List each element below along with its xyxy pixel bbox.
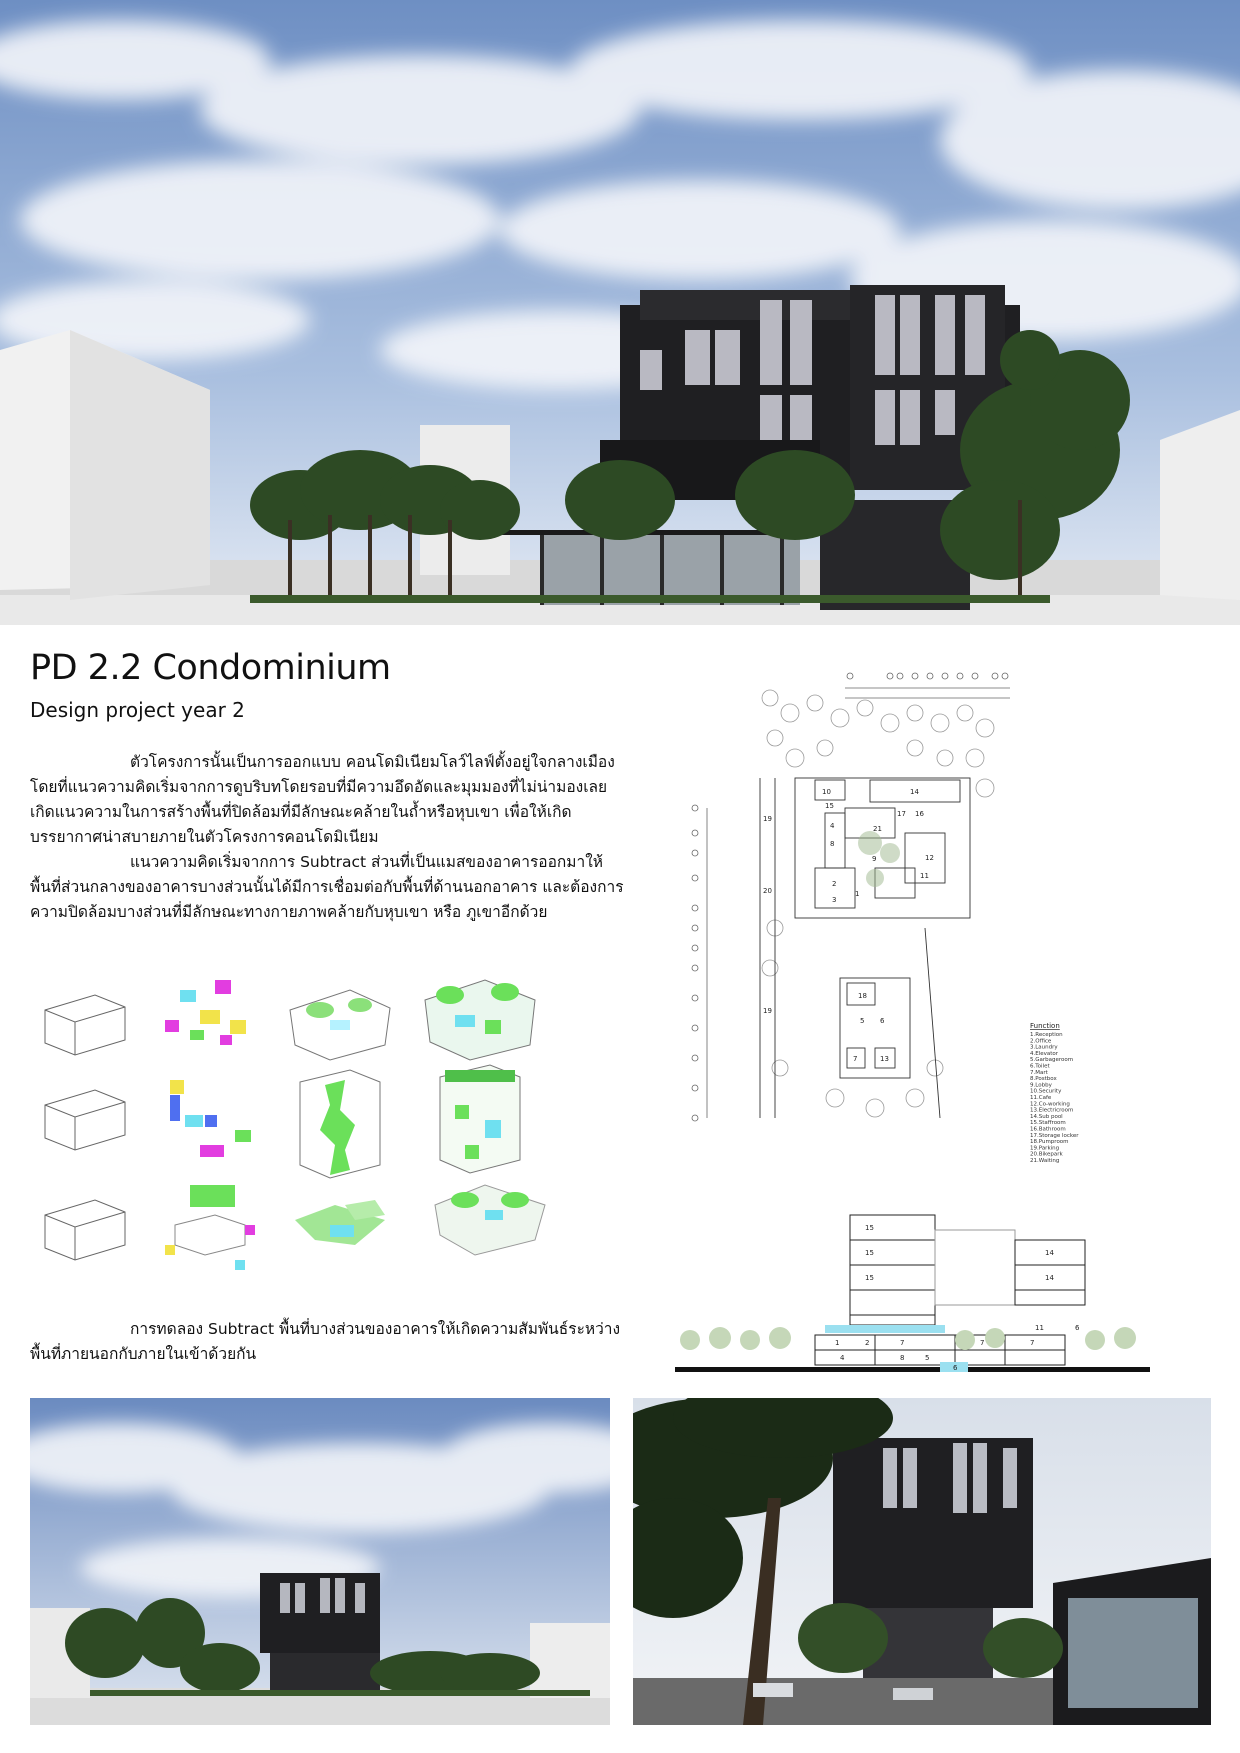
room-label: 11: [1035, 1324, 1044, 1332]
room-label: 1: [835, 1339, 840, 1347]
exploded-volumes-diagram: [165, 980, 246, 1045]
legend-item: 16.Bathroom: [1030, 1126, 1066, 1133]
legend-item: 15.Staffroom: [1030, 1120, 1066, 1127]
room-label: 7: [1030, 1339, 1035, 1347]
grid-axis-top: [845, 673, 1010, 698]
legend-item: 3.Laundry: [1030, 1044, 1058, 1051]
grid-axis-left: [692, 805, 707, 1121]
function-legend: [1030, 1022, 1079, 1164]
courtyard-planting: [858, 831, 900, 887]
room-label: 3: [832, 896, 837, 904]
room-label: 6: [953, 1364, 958, 1372]
page-subtitle: Design project year 2: [30, 698, 245, 722]
room-label: 20: [763, 887, 772, 895]
diagram-row-1: [45, 980, 535, 1060]
room-label: 19: [763, 815, 772, 823]
exploded-volumes-diagram: [165, 1185, 255, 1270]
legend-item: 8.Postbox: [1030, 1076, 1057, 1083]
ground-line: [675, 1367, 1150, 1372]
legend-item: 18.Pumproom: [1030, 1139, 1069, 1146]
room-label: 4: [830, 822, 835, 830]
experiment-paragraph: การทดลอง Subtract พื้นที่บางส่วนของอาคารให้เกิดความสัมพันธ์ระหว่างพื้นที่ภายนอกกับภายในเข้าด้วยกัน: [30, 1320, 621, 1363]
room-label: 14: [1045, 1249, 1054, 1257]
section-pool: [825, 1325, 945, 1333]
legend-item: 10.Security: [1030, 1088, 1062, 1095]
room-label: 15: [865, 1274, 874, 1282]
rendered-valley-diagram: [440, 1065, 520, 1173]
room-label: 17: [897, 810, 906, 818]
mass-box-diagram: [45, 1090, 125, 1150]
building-section: [675, 1210, 1165, 1380]
room-label: 5: [925, 1354, 930, 1362]
exploded-volumes-diagram: [170, 1080, 251, 1157]
valley-mass-diagram: [300, 1070, 380, 1178]
room-label: 9: [872, 855, 877, 863]
room-label: 8: [900, 1354, 905, 1362]
legend-item: 7.Mart: [1030, 1069, 1048, 1076]
legend-item: 9.Lobby: [1030, 1082, 1052, 1089]
room-label: 7: [980, 1339, 985, 1347]
hero-render-image: [0, 0, 1240, 625]
diagram-row-2: [45, 1065, 520, 1178]
entrance-view-render: [633, 1398, 1211, 1725]
section-outline: [815, 1215, 1085, 1365]
room-label: 4: [840, 1354, 845, 1362]
legend-item: 11.Cafe: [1030, 1095, 1052, 1101]
legend-item: 4.Elevator: [1030, 1050, 1059, 1057]
room-label: 2: [865, 1339, 870, 1347]
terrace-diagram: [295, 1200, 385, 1245]
garden-mass-diagram: [290, 990, 390, 1060]
rendered-terrace-diagram: [435, 1185, 545, 1255]
room-label: 12: [925, 854, 934, 862]
room-label: 5: [860, 1017, 865, 1025]
room-label: 8: [830, 840, 835, 848]
legend-title: Function: [1030, 1022, 1060, 1030]
legend-item: 17.Storage locker: [1030, 1132, 1079, 1139]
rendered-mass-diagram: [425, 980, 535, 1060]
room-label: 21: [873, 825, 882, 833]
room-label: 15: [865, 1249, 874, 1257]
concept-description: [30, 750, 630, 925]
room-label: 18: [858, 992, 867, 1000]
room-label: 19: [763, 1007, 772, 1015]
room-label: 15: [865, 1224, 874, 1232]
room-label: 11: [920, 872, 929, 880]
legend-item: 14.Sub pool: [1030, 1113, 1063, 1120]
street-view-render: [30, 1398, 610, 1725]
site-floor-plan: [675, 668, 1115, 1178]
legend-item: 20.Bikepark: [1030, 1151, 1063, 1158]
room-label: 13: [880, 1055, 889, 1063]
room-label: 1: [855, 890, 860, 898]
room-label: 14: [910, 788, 919, 796]
page-title: PD 2.2 Condominium: [30, 648, 391, 688]
room-label: 16: [915, 810, 924, 818]
legend-item: 21.Waiting: [1030, 1158, 1060, 1164]
room-label: 2: [832, 880, 837, 888]
concept-paragraph-1: ตัวโครงการนั้นเป็นการออกแบบ คอนโดมิเนียมโลว์ไลฟ์ตั้งอยู่ใจกลางเมือง โดยที่แนวความคิดเริ่มจากการดูบริบทโดยรอบที่มีความอึดอัดและมุมมองที่ไม่น่ามองเลยเกิดแนวความในการสร้างพื้นที่ปิดล้อมที่มีลักษณะคล้ายในถ้ำหรือหุบเขา เพื่อให้เกิดบรรยากาศน่าสบายภายในตัวโครงการคอนโดมิเนียม: [30, 753, 615, 846]
room-label: 15: [825, 802, 834, 810]
legend-item: 2.Office: [1030, 1038, 1052, 1045]
room-label: 14: [1045, 1274, 1054, 1282]
legend-item: 1.Reception: [1030, 1032, 1063, 1038]
room-label: 6: [1075, 1324, 1080, 1332]
room-label: 7: [853, 1055, 858, 1063]
legend-item: 19.Parking: [1030, 1145, 1060, 1152]
plan-walls: [760, 778, 970, 1118]
site-trees: [762, 690, 994, 1117]
room-label: 10: [822, 788, 831, 796]
mass-box-diagram: [45, 995, 125, 1055]
legend-item: 13.Electricroom: [1030, 1107, 1074, 1114]
room-labels: [763, 788, 934, 1063]
room-label: 7: [900, 1339, 905, 1347]
room-label: 6: [880, 1017, 885, 1025]
subtract-diagram-grid: [30, 975, 630, 1275]
legend-item: 6.Toilet: [1030, 1063, 1050, 1070]
experiment-description: [30, 1317, 630, 1367]
diagram-row-3: [45, 1185, 545, 1270]
mass-box-diagram: [45, 1200, 125, 1260]
legend-item: 12.Co-working: [1030, 1101, 1070, 1108]
legend-item: 5.Garbageroom: [1030, 1057, 1074, 1064]
concept-paragraph-2: แนวความคิดเริ่มจากการ Subtract ส่วนที่เป็นแมสของอาคารออกมาให้พื้นที่ส่วนกลางของอาคารบางส่วนนั้นได้มีการเชื่อมต่อกับพื้นที่ด้านนอกอาคาร และต้องการความปิดล้อมบางส่วนที่มีลักษณะทางกายภาพคล้ายกับหุบเขา หรือ ภูเขาอีกด้วย: [30, 853, 624, 921]
